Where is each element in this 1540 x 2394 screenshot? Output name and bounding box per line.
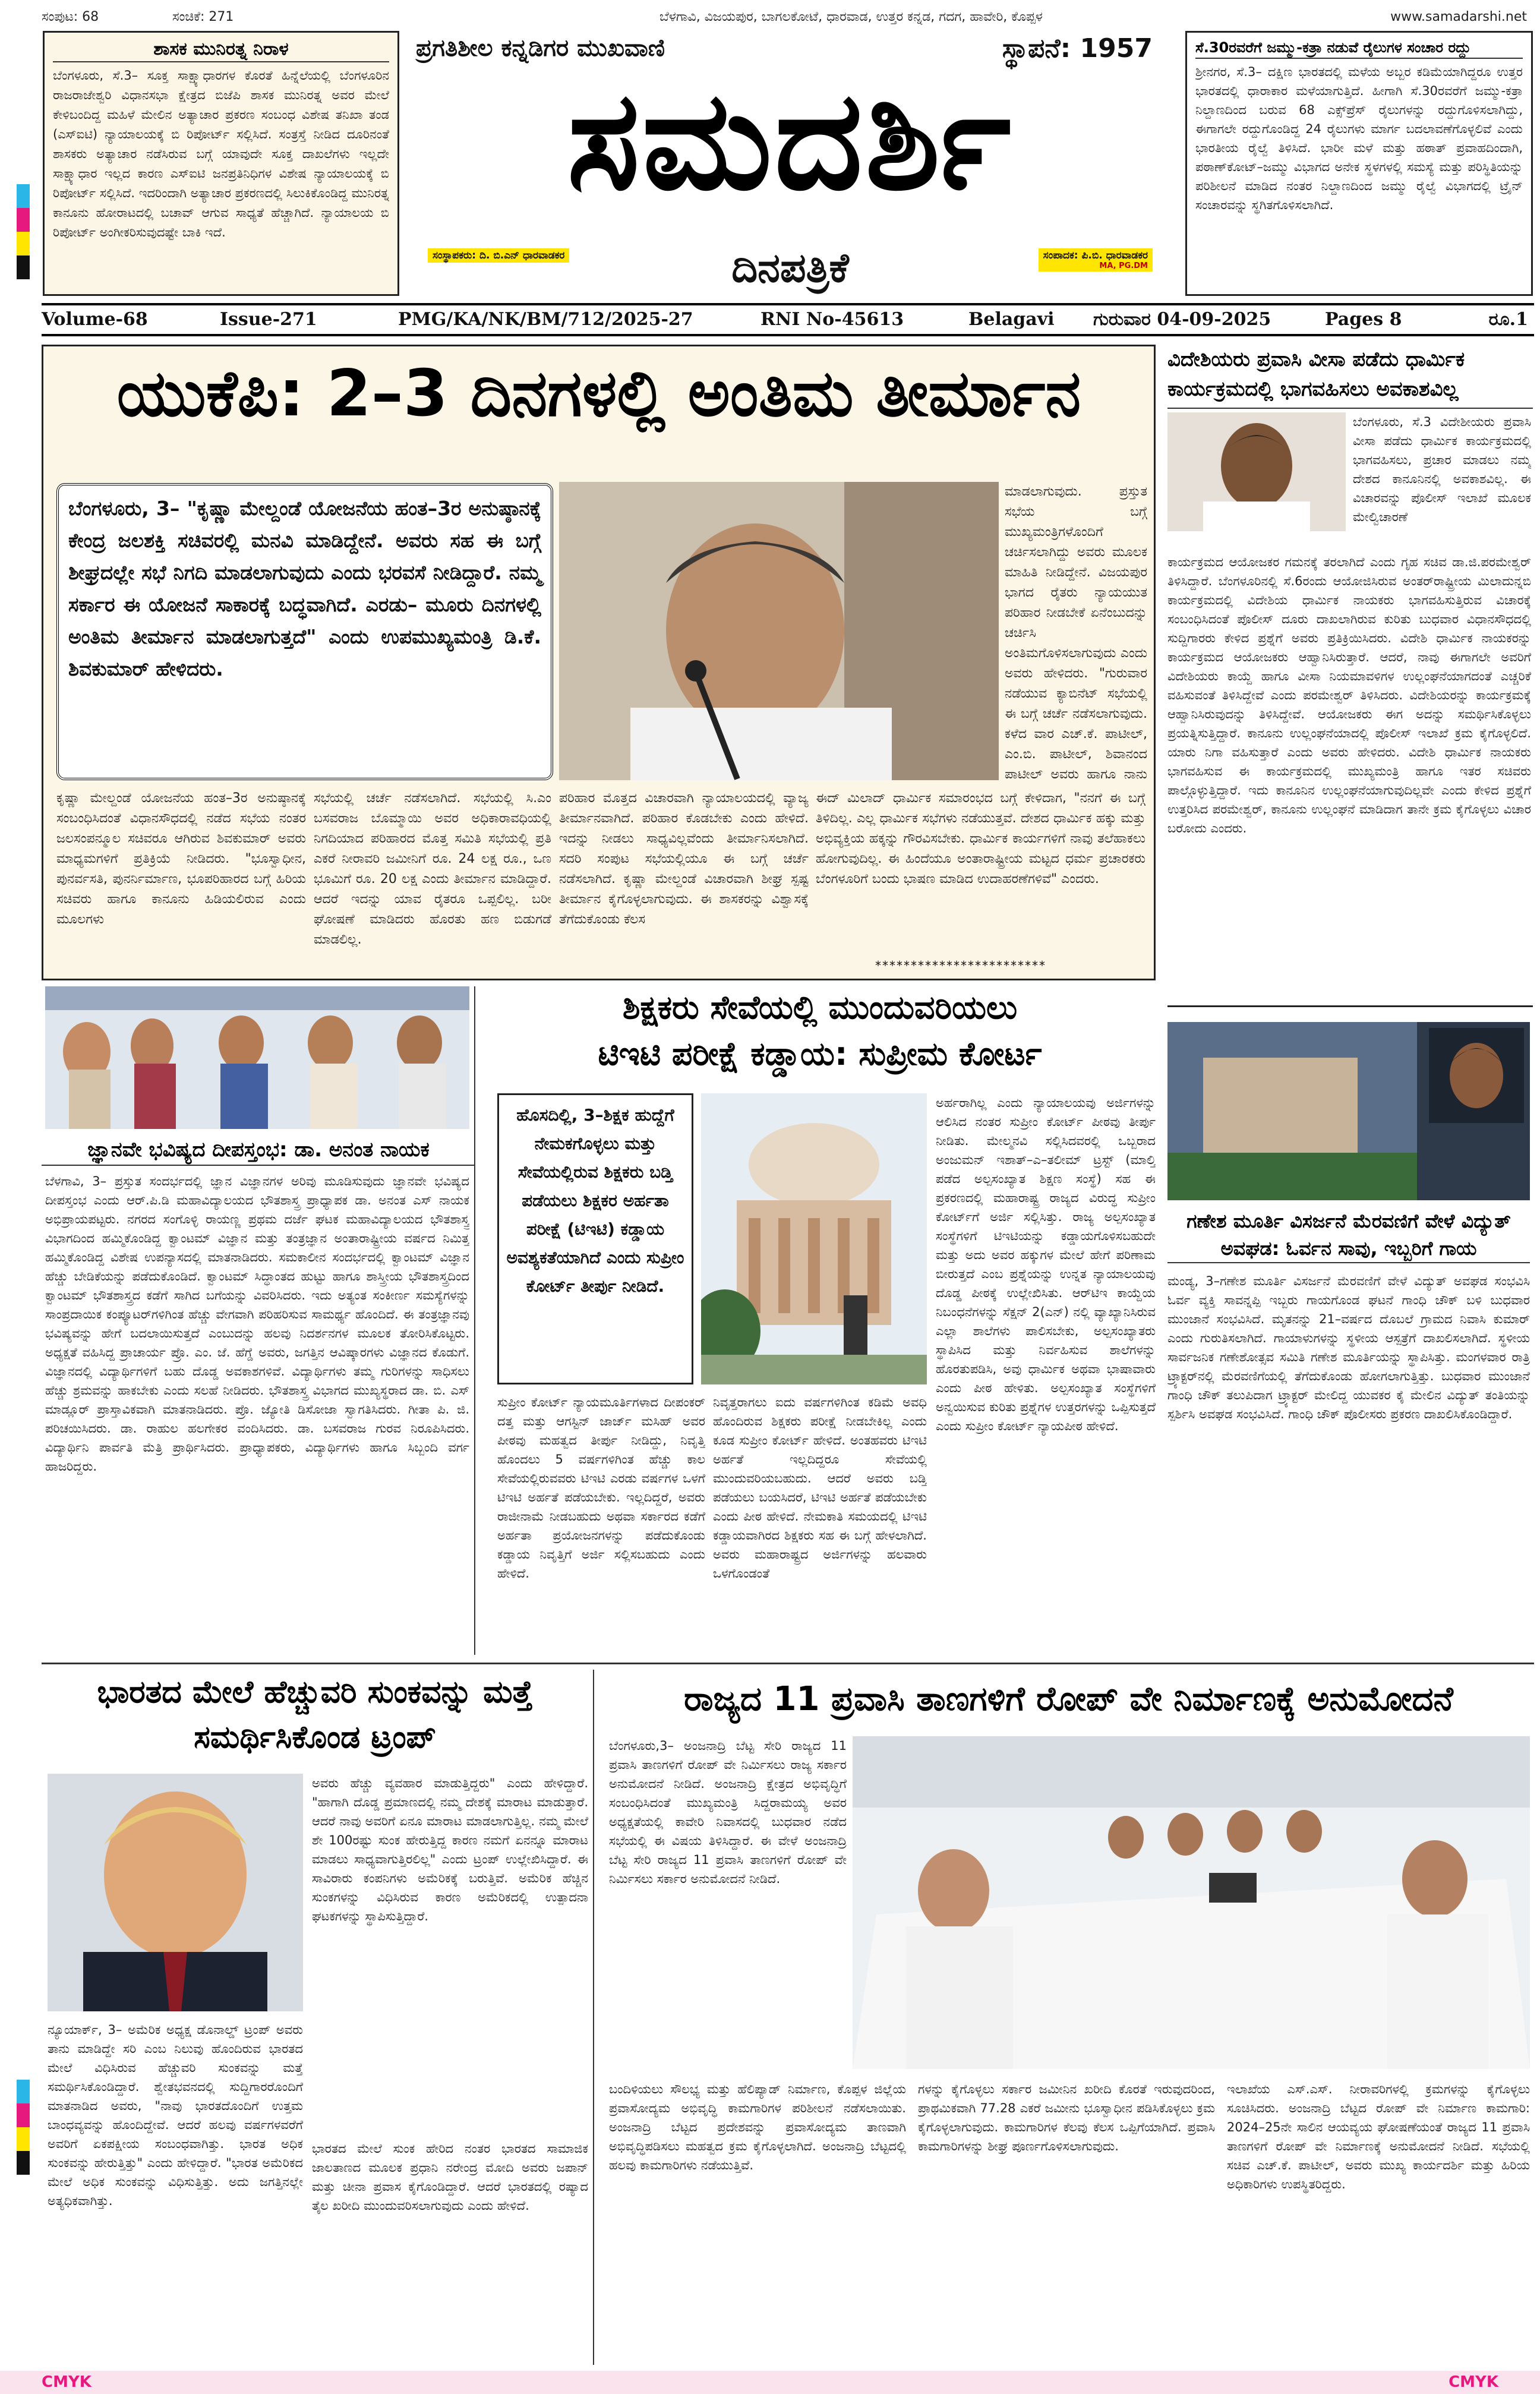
meeting-photo xyxy=(853,1736,1530,2069)
ropeway-headline: ರಾಜ್ಯದ 11 ಪ್ರವಾಸಿ ತಾಣಗಳಿಗೆ ರೋಪ್ ವೇ ನಿರ್ಮಾಣಕ್ಕೆ ಅನುಮೋದನೆ xyxy=(684,1680,1453,1718)
right-column-story xyxy=(1167,345,1533,1007)
newspaper-title: ಸಮದರ್ಶಿ xyxy=(567,62,1014,220)
info-volume: Volume-68 xyxy=(42,309,148,330)
lead-col-right: ಮಾಡಲಾಗುವುದು. ಪ್ರಸ್ತುತ ಸಭೆಯ ಬಗ್ಗೆ ಮುಖ್ಯಮಂತ್ರಿಗಳೊಂದಿಗೆ ಚರ್ಚಿಸಲಾಗಿದ್ದು ಅವರು ಮೂಲಕ ಮಾಹಿತಿ ನೀಡಿದ್ದೇನೆ. ವಿಜಯಪುರ ಭಾಗದ ರೈತರು ನ್ಯಾಯಯುತ ಪರಿಹಾರ ನೀಡಬೇಕೆ ಏನೆಂಬುದನ್ನು ಚರ್ಚಿಸಿ ಅಂತಿಮಗೊಳಿಸಲಾಗುವುದು ಎಂದು ಅವರು ಹೇಳಿದರು. "ಗುರುವಾರ ನಡೆಯುವ ಕ್ಯಾಬಿನೆಟ್ ಸಭೆಯಲ್ಲಿ ಈ ಬಗ್ಗೆ ಚರ್ಚೆ ನಡೆಸಲಾಗುವುದು. ಕಳೆದ ವಾರ ಎಚ್.ಕೆ. ಪಾಟೀಲ್, ಎಂ.ಬಿ. ಪಾಟೀಲ್, ಶಿವಾನಂದ ಪಾಟೀಲ್ ಅವರು ಹಾಗೂ ನಾನು xyxy=(1005,484,1147,782)
ropeway-col-a: ಬಂದಿಳಿಯಲು ಸೌಲಭ್ಯ ಮತ್ತು ಹೆಲಿಪ್ಯಾಡ್ ನಿರ್ಮಾಣ, ಕೊಪ್ಪಳ ಜಿಲ್ಲೆಯ ಪ್ರವಾಸೋದ್ಯಮ ಅಭಿವೃದ್ಧಿ ಕಾಮಗಾರಿಗಳ ಪರಿಶೀಲನೆ ನಡೆಸಲಾಯಿತು. ಅಂಜನಾದ್ರಿ ಬೆಟ್ಟದ ಪ್ರದೇಶವನ್ನು ಪ್ರವಾಸೋದ್ಯಮ ತಾಣವಾಗಿ ಅಭಿವೃದ್ಧಿಪಡಿಸಲು ಮಹತ್ವದ ಕ್ರಮ ಕೈಗೊಳ್ಳಲಾಗಿದೆ. ಅಂಜನಾದ್ರಿ ಬೆಟ್ಟದಲ್ಲಿ ಹಲವು ಕಾಮಗಾರಿಗಳು ನಡೆಯುತ್ತಿವೆ. xyxy=(609,2082,906,2172)
ganesh-procession-photo xyxy=(1167,1022,1530,1200)
event-photo-illustration xyxy=(45,986,469,1129)
right-box-headline: ಸೆ.30ರವರೆಗೆ ಜಮ್ಮು-ಕತ್ರಾ ನಡುವೆ ರೈಲುಗಳ ಸಂಚಾರ ರದ್ದು xyxy=(1195,37,1523,59)
editor-qualification: MA, PG.DM xyxy=(1099,261,1148,270)
left-box-body: ಬೆಂಗಳೂರು, ಸೆ.3– ಸೂಕ್ತ ಸಾಕ್ಷ್ಯಾಧಾರಗಳ ಕೊರತೆ ಹಿನ್ನೆಲೆಯಲ್ಲಿ ಬೆಂಗಳೂರಿನ ರಾಜರಾಜೇಶ್ವರಿ ವಿಧಾನಸಭಾ ಕ್ಷೇತ್ರದ ಬಿಜೆಪಿ ಶಾಸಕ ಮುನಿರತ್ನ ಅವರ ಮೇಲೆ ಕೇಳಿಬಂದಿದ್ದ ಮಹಿಳೆ ಮೇಲಿನ ಅತ್ಯಾಚಾರ ಪ್ರಕರಣ ಸಂಬಂಧ ವಿಶೇಷ ತನಿಖಾ ತಂಡ (ಎಸ್‌ಐಟಿ) ನ್ಯಾಯಾಲಯಕ್ಕೆ ಬಿ ರಿಪೋರ್ಟ್ ಸಲ್ಲಿಸಿದೆ. ಸಂತ್ರಸ್ತೆ ನೀಡಿದ ದೂರಿನಂತೆ ಶಾಸಕರು ಅತ್ಯಾಚಾರ ನಡೆಸಿರುವ ಬಗ್ಗೆ ಯಾವುದೇ ಸೂಕ್ತ ದಾಖಲೆಗಳು ಇಲ್ಲದೇ ಸಾಕ್ಷ್ಯಾಧಾರ ಇಲ್ಲದ ಕಾರಣ ಎಸ್‌ಐಟಿ ಜನಪ್ರತಿನಿಧಿಗಳ ವಿಶೇಷ ನ್ಯಾಯಾಲಯಕ್ಕೆ ಬಿ ರಿಪೋರ್ಟ್ ಸಲ್ಲಿಸಿದೆ. ಇದರಿಂದಾಗಿ ಅತ್ಯಾಚಾರ ಪ್ರಕರಣದಲ್ಲಿ ಸಿಲುಕಿಕೊಂಡಿದ್ದ ಮುನಿರತ್ನ ಕಾನೂನು ಹೋರಾಟದಲ್ಲಿ ಬಚಾವ್ ಆಗುವ ಸಾಧ್ಯತೆ ಹೆಚ್ಚಾಗಿದೆ. ನ್ಯಾಯಾಲಯ ಬಿ ರಿಪೋರ್ಟ್ ಅಂಗೀಕರಿಸುವುದಷ್ಟೇ ಬಾಕಿ ಇದೆ. xyxy=(53,68,389,239)
right-story-headline: ವಿದೇಶಿಯರು ಪ್ರವಾಸಿ ವೀಸಾ ಪಡೆದು ಧಾರ್ಮಿಕ ಕಾರ್ಯಕ್ರಮದಲ್ಲಿ ಭಾಗವಹಿಸಲು ಅವಕಾಶವಿಲ್ಲ xyxy=(1167,345,1533,409)
info-rni: RNI No-45613 xyxy=(760,309,904,330)
editor-credit xyxy=(1039,248,1153,272)
left-box-story xyxy=(43,31,399,296)
cmyk-color-strip-bottom xyxy=(17,2080,30,2175)
lead-col-4: ಈದ್ ಮಿಲಾದ್ ಧಾರ್ಮಿಕ ಸಮಾರಂಭದ ಬಗ್ಗೆ ಕೇಳಿದಾಗ, "ನನಗೆ ಈ ಬಗ್ಗೆ ತಿಳಿದಿಲ್ಲ. ಎಲ್ಲ ಧಾರ್ಮಿಕ ಸಭೆಗಳು ನಡೆಯುತ್ತವೆ. ದೇಶದ ಧಾರ್ಮಿಕ ಹಕ್ಕು ಮತ್ತು ಅಭಿವ್ಯಕ್ತಿಯ ಹಕ್ಕನ್ನು ಗೌರವಿಸಬೇಕು. ಧಾರ್ಮಿಕ ಕಾರ್ಯಗಳಿಗೆ ನಾವು ತಲೆಹಾಕಲು ಹೋಗುವುದಿಲ್ಲ. ಈ ಹಿಂದೆಯೂ ಅಂತಾರಾಷ್ಟ್ರೀಯ ಮಟ್ಟದ ಧರ್ಮ ಪ್ರಚಾರಕರು ಬೆಂಗಳೂರಿಗೆ ಬಂದು ಭಾಷಣ ಮಾಡಿದ ಉದಾಹರಣೆಗಳಿವೆ" ಎಂದರು. xyxy=(816,791,1145,887)
portrait-illustration xyxy=(559,482,999,780)
right-story-lead: ಬೆಂಗಳೂರು, ಸೆ.3 ವಿದೇಶೀಯರು ಪ್ರವಾಸಿ ವೀಸಾ ಪಡೆದು ಧಾರ್ಮಿಕ ಕಾರ್ಯಕ್ರಮದಲ್ಲಿ ಭಾಗವಹಿಸಲು, ಪ್ರಚಾರ ಮಾಡಲು ನಮ್ಮ ದೇಶದ ಕಾನೂನಿನಲ್ಲಿ ಅವಕಾಶವಿಲ್ಲ. ಈ ವಿಚಾರವನ್ನು ಪೊಲೀಸ್ ಇಲಾಖೆ ಮೂಲಕ ಮೇಲ್ವಿಚಾರಣೆ xyxy=(1353,415,1531,524)
masthead-center xyxy=(416,31,1165,296)
cmyk-label-right: CMYK xyxy=(1449,2373,1498,2391)
tet-quote-box xyxy=(497,1093,693,1384)
districts-line: ಬೆಳಗಾವಿ, ವಿಜಯಪುರ, ಬಾಗಲಕೋಟೆ, ಧಾರವಾಡ, ಉತ್ತರ ಕನ್ನಡ, ಗದಗ, ಹಾವೇರಿ, ಕೊಪ್ಪಳ xyxy=(659,10,1043,24)
tet-headline-2: ಟಿಇಟಿ ಪರೀಕ್ಷೆ ಕಡ್ಡಾಯ: ಸುಪ್ರೀಮ ಕೋರ್ಟ xyxy=(598,1035,1042,1073)
lead-story xyxy=(42,345,1156,980)
supreme-court-photo xyxy=(701,1093,927,1384)
lead-photo-shivakumar xyxy=(559,482,999,780)
newspaper-subtitle: ದಿನಪತ್ರಿಕೆ xyxy=(731,245,849,292)
right-story-body: ಕಾರ್ಯಕ್ರಮದ ಆಯೋಜಕರ ಗಮನಕ್ಕೆ ತರಲಾಗಿದೆ ಎಂದು ಗೃಹ ಸಚಿವ ಡಾ.ಜಿ.ಪರಮೇಶ್ವರ್ ತಿಳಿಸಿದ್ದಾರೆ. ಬೆಂಗಳೂರಿನಲ್ಲಿ ಸೆ.6ರಂದು ಆಯೋಜಿಸಿರುವ ಅಂತರ್‌ರಾಷ್ಟ್ರೀಯ ಮಿಲಾದುನ್ನಬಿ ಕಾರ್ಯಕ್ರಮದಲ್ಲಿ ವಿದೇಶಿಯ ಧಾರ್ಮಿಕ ನಾಯಕರು ಭಾಗವಹಿಸುತ್ತಿರುವ ವಿಚಾರಕ್ಕೆ ಸಂಬಂಧಿಸಿದಂತೆ ಪೊಲೀಸ್ ದೂರು ದಾಖಲಾಗಿರುವ ಕುರಿತು ಬುಧವಾರ ವಿಧಾನಸೌಧದಲ್ಲಿ ಸುದ್ದಿಗಾರರು ಕೇಳಿದ ಪ್ರಶ್ನೆಗೆ ಅವರು ಪ್ರತಿಕ್ರಿಯಿಸಿದರು. ವಿದೇಶಿ ಧಾರ್ಮಿಕ ನಾಯಕರನ್ನು ಕಾರ್ಯಕ್ರಮದ ಆಯೋಜಕರು ಆಹ್ವಾನಿಸಿರುತ್ತಾರೆ. ಆದರೆ, ನಾವು ಈಗಾಗಲೇ ಅವರಿಗೆ ವಿದೇಶಿಯರು ಕಾಯ್ದೆ ಹಾಗೂ ವೀಸಾ ನಿಯಮಾವಳಿಗಳ ಉಲ್ಲಂಘನೆಯಾಗದಂತೆ ಎಚ್ಚರಿಕೆ ವಹಿಸುವಂತೆ ತಿಳಿಸಿದ್ದೇವೆ ಎಂದು ಪರಮೇಶ್ವರ್ ತಿಳಿಸಿದರು. ವಿದೇಶಿಯರನ್ನು ಕಾರ್ಯಕ್ರಮಕ್ಕೆ ಆಹ್ವಾನಿಸಿರುವುದನ್ನು ತಿಳಿಸಿದ್ದೇವೆ. ಆಯೋಜಕರು ಈಗ ಅದನ್ನು ಸಮರ್ಥಿಸಿಕೊಳ್ಳಲು ಪ್ರಯತ್ನಿಸುತ್ತಿದ್ದಾರೆ. ಕಾನೂನು ಉಲ್ಲಂಘನೆಯಾದಲ್ಲಿ ಪೊಲೀಸ್ ಇಲಾಖೆ ಕ್ರಮ ಕೈಗೊಳ್ಳಲಿದೆ. ಯಾರು ನಿಗಾ ವಹಿಸುತ್ತಾರೆ ಎಂದು ಅವರು ಹೇಳಿದರು. ವಿದೇಶಿ ಧಾರ್ಮಿಕ ನಾಯಕರು ಭಾಗವಹಿಸುವ ಈ ಕಾರ್ಯಕ್ರಮದಲ್ಲಿ ಮುಖ್ಯಮಂತ್ರಿ ಹಾಗೂ ಇತರ ಸಚಿವರು ಪಾಲ್ಗೊಳ್ಳುತ್ತಿದ್ದಾರೆ. ಇದು ಕಾನೂನಿನ ಉಲ್ಲಂಘನೆಯಾಗುವುದಿಲ್ಲವೇ ಎಂದು ಕೇಳಿದ ಪ್ರಶ್ನೆಗೆ ಉತ್ತರಿಸಿದ ಪರಮೇಶ್ವರ್, ಕಾನೂನು ಉಲ್ಲಂಘನೆ ಮಾಡಿದಾಗ ತಾನೇ ಕ್ರಮ ಕೈಗೊಳ್ಳಲು ವಿಚಾರ ಬರೋದು ಎಂದರು. xyxy=(1167,555,1531,835)
right-box-story xyxy=(1185,31,1533,296)
lead-stars: ************************ xyxy=(875,958,1046,973)
website-link[interactable]: www.samadarshi.net xyxy=(1390,10,1527,24)
info-bar xyxy=(42,303,1534,336)
info-issue: Issue-271 xyxy=(220,309,317,330)
info-date: ಗುರುವಾರ 04-09-2025 xyxy=(1093,309,1271,330)
volume-label: ಸಂಪುಟ: 68 xyxy=(42,10,99,24)
teacher-body: ಬೆಳಗಾವಿ, 3– ಪ್ರಸ್ತುತ ಸಂದರ್ಭದಲ್ಲಿ ಜ್ಞಾನ ವಿಜ್ಞಾನಗಳ ಅರಿವು ಮೂಡಿಸುವುದು ಜ್ಞಾನವೇ ಭವಿಷ್ಯದ ದೀಪಸ್ತಂಭ ಎಂದು ಆರ್.ಪಿ.ಡಿ ಮಹಾವಿದ್ಯಾಲಯದ ಭೌತಶಾಸ್ತ್ರ ಪ್ರಾಧ್ಯಾಪಕ ಡಾ. ಅನಂತ ಎಸ್ ನಾಯಕ ಅಭಿಪ್ರಾಯಪಟ್ಟರು. ನಗರದ ಸಂಗೊಳ್ಳಿ ರಾಯಣ್ಣ ಪ್ರಥಮ ದರ್ಜೆ ಘಟಕ ಮಹಾವಿದ್ಯಾಲಯದ ಭೌತಶಾಸ್ತ್ರ ವಿಭಾಗದಿಂದ ಹಮ್ಮಿಕೊಂಡಿದ್ದ ಕ್ವಾಂಟಮ್ ವಿಜ್ಞಾನ ಮತ್ತು ತಂತ್ರಜ್ಞಾನ ಅಂತಾರಾಷ್ಟ್ರೀಯ ವರ್ಷದ ನಿಮಿತ್ತ ಹಮ್ಮಿಕೊಂಡಿದ್ದ ವಿಶೇಷ ಉಪನ್ಯಾಸದಲ್ಲಿ ಮಾತನಾಡಿದರು. ಸಮಕಾಲೀನ ಸಂದರ್ಭದಲ್ಲಿ ಕ್ವಾಂಟಮ್ ವಿಜ್ಞಾನ ಹೆಚ್ಚು ಬೇಡಿಕೆಯನ್ನು ಪಡೆದುಕೊಂಡಿದೆ. ಕ್ವಾಂಟಮ್ ಸಿದ್ಧಾಂತದ ಹುಟ್ಟು ಹಾಗೂ ಶಾಸ್ತ್ರೀಯ ಭೌತಶಾಸ್ತ್ರದಿಂದ ಕ್ವಾಂಟಮ್ ಭೌತಶಾಸ್ತ್ರದ ಕಡೆಗೆ ಸಾಗಿದ ಬಗೆಯನ್ನು ವಿವರಿಸಿದರು. ಇದು ಅತ್ಯಂತ ಸಂಕೀರ್ಣ ಸಮಸ್ಯೆಗಳನ್ನು ಸಾಂಪ್ರದಾಯಿಕ ಕಂಪ್ಯೂಟರ್‌ಗಳಿಗಿಂತ ಹೆಚ್ಚು ವೇಗವಾಗಿ ಪರಿಹರಿಸುವ ಸಾಮರ್ಥ್ಯ ಹೊಂದಿದೆ. ಈ ತಂತ್ರಜ್ಞಾನವು ಭವಿಷ್ಯವನ್ನು ಹೇಗೆ ಬದಲಾಯಿಸುತ್ತದೆ ಎಂಬುದನ್ನು ಹಲವು ನಿದರ್ಶನಗಳ ಮೂಲಕ ತೋರಿಸಿಕೊಟ್ಟರು. ಅಧ್ಯಕ್ಷತೆ ವಹಿಸಿದ್ದ ಪ್ರಾಚಾರ್ಯ ಪ್ರೊ. ಎಂ. ಜೆ. ಹೆಗ್ಡೆ ಅವರು, ಜಗತ್ತಿನ ಆವಿಷ್ಕಾರಗಳು ವಿಜ್ಞಾನದ ಕೊಡುಗೆ. ವಿಜ್ಞಾನದಲ್ಲಿ ವಿದ್ಯಾರ್ಥಿಗಳಿಗೆ ಬಹು ದೊಡ್ಡ ಅವಕಾಶಗಳಿವೆ. ವಿದ್ಯಾರ್ಥಿಗಳು ತಮ್ಮ ಗುರಿಗಳನ್ನು ಸಾಧಿಸಲು ಹೆಚ್ಚು ಶ್ರಮವನ್ನು ಹಾಕಬೇಕು ಎಂದು ಸಲಹೆ ನೀಡಿದರು. ಭೌತಶಾಸ್ತ್ರ ವಿಭಾಗದ ಮುಖ್ಯಸ್ಥರಾದ ಡಾ. ಬಿ. ಎಸ್ ಮಾಡ್ಲೂರ್ ಪ್ರಾಸ್ತಾವಿಕವಾಗಿ ಮಾತನಾಡಿದರು. ಪ್ರೊ. ಜ್ಯೋತಿ ಡಿಸೋಜಾ ಸ್ವಾಗತಿಸಿದರು. ಗೀತಾ ಪಿ. ಜಿ. ಪರಿಚಯಿಸಿದರು. ಡಾ. ರಾಹುಲ ಹಲಗೇಕರ ವಂದಿಸಿದರು. ಡಾ. ಬಸವರಾಜ ಗುರವ ನಿರೂಪಿಸಿದರು. ವಿದ್ಯಾರ್ಥಿನಿ ಪಾರ್ವತಿ ಮೆತ್ರಿ ಪ್ರಾರ್ಥಿಸಿದರು. ಪ್ರಾಧ್ಯಾಪಕರು, ವಿದ್ಯಾರ್ಥಿಗಳು ಹಾಗೂ ಸಿಬ್ಬಂದಿ ವರ್ಗ ಹಾಜರಿದ್ದರು. xyxy=(45,1174,469,1474)
lead-quote-box xyxy=(56,483,553,780)
issue-label: ಸಂಚಿಕೆ: 271 xyxy=(172,10,234,24)
procession-illustration xyxy=(1167,1022,1530,1200)
trump-col-mid: ಭಾರತದ ಮೇಲೆ ಸುಂಕ ಹೇರಿದ ನಂತರ ಭಾರತದ ಸಾಮಾಜಿಕ ಜಾಲತಾಣದ ಮೂಲಕ ಪ್ರಧಾನಿ ನರೇಂದ್ರ ಮೋದಿ ಅವರು ಜಪಾನ್ ಮತ್ತು ಚೀನಾ ಪ್ರವಾಸ ಕೈಗೊಂಡಿದ್ದಾರೆ. ಆದರೆ ಭಾರತದಲ್ಲಿ ರಷ್ಯಾದ ತೈಲ ಖರೀದಿ ಮುಂದುವರಿಸಲಾಗುವುದು ಎಂದು ಹೇಳಿದೆ. xyxy=(312,2141,588,2213)
cmyk-label-left: CMYK xyxy=(42,2373,91,2391)
tet-story xyxy=(484,986,1156,1655)
ropeway-col-c: ಇಲಾಖೆಯ ಎಸ್.ಎಸ್. ನೀರಾವರಿಗಳಲ್ಲಿ ಕ್ರಮಗಳನ್ನು ಕೈಗೊಳ್ಳಲು ಸೂಚಿಸಿದರು. ಅಂಜನಾದ್ರಿ ಬೆಟ್ಟದ ರೋಪ್ ವೇ ನಿರ್ಮಾಣ ಕಾಮಗಾರಿ: 2024–25ನೇ ಸಾಲಿನ ಆಯವ್ಯಯ ಘೋಷಣೆಯಂತೆ ರಾಜ್ಯದ 11 ಪ್ರವಾಸಿ ತಾಣಗಳಿಗೆ ರೋಪ್ ವೇ ನಿರ್ಮಾಣಕ್ಕೆ ಅನುಮೋದನೆ ನೀಡಿದೆ. ಸಭೆಯಲ್ಲಿ ಸಚಿವ ಎಚ್.ಕೆ. ಪಾಟೀಲ್, ಅವರು ಮುಖ್ಯ ಕಾರ್ಯದರ್ಶಿ ಮತ್ತು ಹಿರಿಯ ಅಧಿಕಾರಿಗಳು ಉಪಸ್ಥಿತರಿದ್ದರು. xyxy=(1227,2082,1530,2191)
tet-quote-text: ಹೊಸದಿಲ್ಲಿ, 3–ಶಿಕ್ಷಕ ಹುದ್ದೆಗೆ ನೇಮಕಗೊಳ್ಳಲು ಮತ್ತು ಸೇವೆಯಲ್ಲಿರುವ ಶಿಕ್ಷಕರು ಬಡ್ತಿ ಪಡೆಯಲು ಶಿಕ್ಷಕರ ಅರ್ಹತಾ ಪರೀಕ್ಷೆ (ಟಿಇಟಿ) ಕಡ್ಡಾಯ ಅವಶ್ಯಕತೆಯಾಗಿದೆ ಎಂದು ಸುಪ್ರೀಂ ಕೋರ್ಟ್ ತೀರ್ಪು ನೀಡಿದೆ. xyxy=(506,1105,684,1296)
editor-name: ಸಂಪಾದಕ: ಪಿ.ಬಿ. ಧಾರವಾಡಕರ xyxy=(1043,250,1148,261)
lead-col-2: ಸಭೆಯಲ್ಲಿ ಚರ್ಚೆ ನಡೆಸಲಾಗಿದೆ. ಸಭೆಯಲ್ಲಿ ಸಿ.ಎಂ ಬಸವರಾಜ ಬೊಮ್ಮಾಯಿ ಅವರ ಅಧಿಕಾರಾವಧಿಯಲ್ಲಿ ನಿಗದಿಯಾದ ಪರಿಹಾರದ ಮೊತ್ತ ಸಮಿತಿ ಸಭೆಯಲ್ಲಿ ಪ್ರತಿ ಎಕರೆ ನೀರಾವರಿ ಜಮೀನಿಗೆ ರೂ. 24 ಲಕ್ಷ ರೂ., ಒಣ ಭೂಮಿಗೆ ರೂ. 20 ಲಕ್ಷ ಎಂದು ತೀರ್ಮಾನ ಮಾಡಿದ್ದಾರೆ. ಆದರೆ ಇದನ್ನು ಯಾವ ರೈತರೂ ಒಪ್ಪಲಿಲ್ಲ. ಬರೀ ಘೋಷಣೆ ಮಾಡಿದರು ಹೊರತು ಹಣ ಬಿಡುಗಡೆ ಮಾಡಲಿಲ್ಲ. xyxy=(314,791,551,947)
info-pages: Pages 8 xyxy=(1325,309,1402,330)
event-photo xyxy=(45,986,469,1129)
trump-col-left: ನ್ಯೂಯಾರ್ಕ್, 3– ಅಮೆರಿಕ ಅಧ್ಯಕ್ಷ ಡೊನಾಲ್ಡ್ ಟ್ರಂಪ್ ಅವರು ತಾನು ಮಾಡಿದ್ದೇ ಸರಿ ಎಂಬ ನಿಲುವು ಹೊಂದಿರುವ ಭಾರತದ ಮೇಲೆ ವಿಧಿಸಿರುವ ಹೆಚ್ಚುವರಿ ಸುಂಕವನ್ನು ಮತ್ತೆ ಸಮರ್ಥಿಸಿಕೊಂಡಿದ್ದಾರೆ. ಶ್ವೇತಭವನದಲ್ಲಿ ಸುದ್ದಿಗಾರರೊಂದಿಗೆ ಮಾತನಾಡಿದ ಅವರು, "ನಾವು ಭಾರತದೊಂದಿಗೆ ಉತ್ತಮ ಬಾಂಧವ್ಯವನ್ನು ಹೊಂದಿದ್ದೇವೆ. ಆದರೆ ಹಲವು ವರ್ಷಗಳವರೆಗೆ ಅವರಿಗೆ ಏಕಪಕ್ಷೀಯ ಸಂಬಂಧವಾಗಿತ್ತು. ಭಾರತ ಅಧಿಕ ಸುಂಕವನ್ನು ಹೇರುತ್ತಿತ್ತು" ಎಂದು ಹೇಳಿದ್ದಾರೆ. "ಭಾರತ ಅಮೆರಿಕದ ಮೇಲೆ ಅಧಿಕ ಸುಂಕವನ್ನು ವಿಧಿಸುತ್ತಿತ್ತು. ಅದು ಜಗತ್ತಿನಲ್ಲೇ ಅತ್ಯಧಿಕವಾಗಿತ್ತು. xyxy=(48,2023,303,2208)
top-meta-bar xyxy=(42,7,1527,27)
trump-headline: ಭಾರತದ ಮೇಲೆ ಹೆಚ್ಚುವರಿ ಸುಂಕವನ್ನು ಮತ್ತೆ ಸಮರ್ಥಿಸಿಕೊಂಡ ಟ್ರಂಪ್ xyxy=(97,1674,533,1755)
ganesh-headline: ಗಣೇಶ ಮೂರ್ತಿ ವಿಸರ್ಜನೆ ಮೆರವಣಿಗೆ ವೇಳೆ ವಿದ್ಯುತ್ ಅವಘಡ: ಓರ್ವನ ಸಾವು, ಇಬ್ಬರಿಗೆ ಗಾಯ xyxy=(1167,1207,1530,1263)
ganesh-body: ಮಂಡ್ಯ, 3–ಗಣೇಶ ಮೂರ್ತಿ ವಿಸರ್ಜನೆ ಮೆರವಣಿಗೆ ವೇಳೆ ವಿದ್ಯುತ್ ಅವಘಡ ಸಂಭವಿಸಿ ಓರ್ವ ವ್ಯಕ್ತಿ ಸಾವನ್ನಪ್ಪಿ ಇಬ್ಬರು ಗಾಯಗೊಂಡ ಘಟನೆ ಗಾಂಧಿ ಚೌಕ್ ಬಳಿ ಬುಧವಾರ ಮುಂಜಾನೆ ಸಂಭವಿಸಿದೆ. ಮೃತನನ್ನು 21–ವರ್ಷದ ದೊಬಲೆ ಗ್ರಾಮದ ನಿವಾಸಿ ಕುಮಾರ್ ಎಂದು ಗುರುತಿಸಲಾಗಿದೆ. ಗಾಯಾಳುಗಳನ್ನು ಸ್ಥಳೀಯ ಆಸ್ಪತ್ರೆಗೆ ದಾಖಲಿಸಲಾಗಿದೆ. ಸ್ಥಳೀಯ ಸಾರ್ವಜನಿಕ ಗಣೇಶೋತ್ಸವ ಸಮಿತಿ ಗಣೇಶ ಮೂರ್ತಿಯನ್ನು ಸ್ಥಾಪಿಸಿತ್ತು. ಮಂಗಳವಾರ ರಾತ್ರಿ ಟ್ರ್ಯಾಕ್ಟರ್‌ನಲ್ಲಿ ಮೆರವಣಿಗೆಯಲ್ಲಿ ತೆಗೆದುಕೊಂಡು ಹೋಗಲಾಗುತ್ತಿತ್ತು. ಬುಧವಾರ ಮುಂಜಾನೆ ಗಾಂಧಿ ಚೌಕ್ ತಲುಪಿದಾಗ ಟ್ರ್ಯಾಕ್ಟರ್ ಮೇಲಿದ್ದ ಯುವಕರ ಕೈ ಮೇಲಿನ ವಿದ್ಯುತ್ ತಂತಿಯನ್ನು ಸ್ಪರ್ಶಿಸಿ ಅವಘಡ ಸಂಭವಿಸಿದೆ. ಗಾಂಧಿ ಚೌಕ್ ಪೊಲೀಸರು ಪ್ರಕರಣ ದಾಖಲಿಸಿಕೊಂಡಿದ್ದಾರೆ. xyxy=(1167,1274,1530,1421)
teacher-story xyxy=(42,986,475,1655)
meeting-illustration xyxy=(853,1736,1530,2069)
cmyk-color-strip-top xyxy=(17,184,30,279)
ganesh-story xyxy=(1167,1016,1533,1655)
lead-headline: ಯುಕೆಪಿ: 2–3 ದಿನಗಳಲ್ಲಿ ಅಂತಿಮ ತೀರ್ಮಾನ xyxy=(116,357,1081,431)
info-registration: PMG/KA/NK/BM/712/2025-27 xyxy=(398,309,693,330)
trump-story xyxy=(42,1670,594,2365)
tet-col-2: ನಿವೃತ್ತರಾಗಲು ಐದು ವರ್ಷಗಳಿಗಿಂತ ಕಡಿಮೆ ಅವಧಿ ಹೊಂದಿರುವ ಶಿಕ್ಷಕರು ಪರೀಕ್ಷೆ ನೀಡಬೇಕಿಲ್ಲ ಎಂದು ಕೂಡ ಸುಪ್ರೀಂ ಕೋರ್ಟ್ ಹೇಳಿದೆ. ಅಂತಹವರು ಟಿಇಟಿ ಅರ್ಹತೆ ಇಲ್ಲದಿದ್ದರೂ ಸೇವೆಯಲ್ಲಿ ಮುಂದುವರಿಯಬಹುದು. ಆದರೆ ಅವರು ಬಡ್ತಿ ಪಡೆಯಲು ಬಯಸಿದರೆ, ಟಿಇಟಿ ಅರ್ಹತೆ ಪಡೆಯಬೇಕು ಎಂದು ಪೀಠ ಹೇಳಿದೆ. ನೇಮಕಾತಿ ಸಮಯದಲ್ಲಿ ಟಿಇಟಿ ಕಡ್ಡಾಯವಾಗಿರದ ಶಿಕ್ಷಕರು ಸಹ ಈ ಬಗ್ಗೆ ಹೇಳಲಾಗಿದೆ. ಅವರು ಮಹಾರಾಷ್ಟ್ರದ ಅರ್ಜಿಗಳನ್ನು ಹಲವಾರು ಒಳಗೊಂಡಂತೆ xyxy=(713,1395,927,1581)
trump-photo xyxy=(48,1774,303,2011)
right-story-photo-parameshwar xyxy=(1167,412,1346,531)
trump-portrait-illustration xyxy=(48,1774,303,2011)
founder-credit: ಸಂಸ್ಥಾಪಕರು: ದಿ. ಬಿ.ಎನ್ ಧಾರವಾಡಕರ xyxy=(428,248,569,263)
tet-col-1: ಸುಪ್ರೀಂ ಕೋರ್ಟ್ ನ್ಯಾಯಮೂರ್ತಿಗಳಾದ ದೀಪಂಕರ್ ದತ್ತ ಮತ್ತು ಆಗಸ್ಟಿನ್ ಜಾರ್ಜ್ ಮಸಿಹ್ ಅವರ ಪೀಠವು ಮಹತ್ವದ ತೀರ್ಪು ನೀಡಿದ್ದು, ನಿವೃತ್ತಿ ಹೊಂದಲು 5 ವರ್ಷಗಳಿಗಿಂತ ಹೆಚ್ಚು ಕಾಲ ಸೇವೆಯಲ್ಲಿರುವವರು ಟಿಇಟಿ ಎರಡು ವರ್ಷಗಳ ಒಳಗೆ ಟಿಇಟಿ ಅರ್ಹತೆ ಪಡೆಯಬೇಕು. ಇಲ್ಲದಿದ್ದರೆ, ಅವರು ರಾಜೀನಾಮೆ ನೀಡಬಹುದು ಅಥವಾ ಸರ್ಕಾರದ ಕಡೆಗೆ ಅರ್ಹತಾ ಪ್ರಯೋಜನಗಳನ್ನು ಪಡೆದುಕೊಂಡು ಕಡ್ಡಾಯ ನಿವೃತ್ತಿಗೆ ಅರ್ಜಿ ಸಲ್ಲಿಸಬಹುದು ಎಂದು ಹೇಳಿದೆ. xyxy=(497,1395,705,1581)
ropeway-col-1: ಬೆಂಗಳೂರು,3– ಅಂಜನಾದ್ರಿ ಬೆಟ್ಟ ಸೇರಿ ರಾಜ್ಯದ 11 ಪ್ರವಾಸಿ ತಾಣಗಳಿಗೆ ರೋಪ್ ವೇ ನಿರ್ಮಿಸಲು ರಾಜ್ಯ ಸರ್ಕಾರ ಅನುಮೋದನೆ ನೀಡಿದೆ. ಅಂಜನಾದ್ರಿ ಕ್ಷೇತ್ರದ ಅಭಿವೃದ್ಧಿಗೆ ಸಂಬಂಧಿಸಿದಂತೆ ಮುಖ್ಯಮಂತ್ರಿ ಸಿದ್ದರಾಮಯ್ಯ ಅವರ ಅಧ್ಯಕ್ಷತೆಯಲ್ಲಿ ಕಾವೇರಿ ನಿವಾಸದಲ್ಲಿ ಬುಧವಾರ ನಡೆದ ಸಭೆಯಲ್ಲಿ ಈ ವಿಷಯ ತಿಳಿಸಿದ್ದಾರೆ. ಈ ವೇಳೆ ಅಂಜನಾದ್ರಿ ಬೆಟ್ಟ ಸೇರಿ ರಾಜ್ಯದ 11 ಪ್ರವಾಸಿ ತಾಣಗಳಿಗೆ ರೋಪ್ ವೇ ನಿರ್ಮಿಸಲು ಸರ್ಕಾರ ಅನುಮೋದನೆ ನೀಡಿದೆ. xyxy=(609,1739,847,1886)
row-divider xyxy=(42,1663,1534,1664)
trump-col-right: ಅವರು ಹೆಚ್ಚು ವ್ಯವಹಾರ ಮಾಡುತ್ತಿದ್ದರು" ಎಂದು ಹೇಳಿದ್ದಾರೆ. "ಹಾಗಾಗಿ ದೊಡ್ಡ ಪ್ರಮಾಣದಲ್ಲಿ ನಮ್ಮ ದೇಶಕ್ಕೆ ಮಾರಾಟ ಮಾಡುತ್ತಾರೆ. ಆದರೆ ನಾವು ಅವರಿಗೆ ಏನೂ ಮಾರಾಟ ಮಾಡಲಾಗುತ್ತಿಲ್ಲ. ನಮ್ಮ ಮೇಲೆ ಶೇ 100ರಷ್ಟು ಸುಂಕ ಹೇರುತ್ತಿದ್ದ ಕಾರಣ ನಮಗೆ ಏನನ್ನೂ ಮಾರಾಟ ಮಾಡಲು ಸಾಧ್ಯವಾಗುತ್ತಿರಲಿಲ್ಲ" ಎಂದು ಟ್ರಂಪ್ ಉಲ್ಲೇಖಿಸಿದ್ದಾರೆ. ಈ ಸಾವಿರಾರು ಕಂಪನಿಗಳು ಅಮೆರಿಕಕ್ಕೆ ಬರುತ್ತಿವೆ. ಅಮೆರಿಕ ಹೆಚ್ಚಿನ ಸುಂಕಗಳನ್ನು ವಿಧಿಸಿರುವ ಕಾರಣ ಅಮೆರಿಕದಲ್ಲಿ ಉತ್ಪಾದನಾ ಘಟಕಗಳನ್ನು ಸ್ಥಾಪಿಸುತ್ತಿದ್ದಾರೆ. xyxy=(312,1776,588,1923)
portrait-illustration-2 xyxy=(1167,412,1346,531)
left-box-headline: ಶಾಸಕ ಮುನಿರತ್ನ ನಿರಾಳ xyxy=(53,37,389,62)
lead-col-3: ಪರಿಹಾರ ಮೊತ್ತದ ವಿಚಾರವಾಗಿ ನ್ಯಾಯಾಲಯದಲ್ಲಿ ವ್ಯಾಜ್ಯ ತೀರ್ಮಾನವಾಗಿದೆ. ಪರಿಹಾರ ಕೊಡಬೇಕು ಎಂದು ಹೇಳಿದೆ. ಇದನ್ನು ನೀಡಲು ಸಾಧ್ಯವಿಲ್ಲವೆಂದು ತೀರ್ಮಾನಿಸಲಾಗಿದೆ. ಸದರಿ ಸಂಪುಟ ಸಭೆಯಲ್ಲಿಯೂ ಈ ಬಗ್ಗೆ ಚರ್ಚೆ ನಡೆಸಲಾಗಿದೆ. ಕೃಷ್ಣಾ ಮೇಲ್ದಂಡೆ ವಿಚಾರವಾಗಿ ಶೀಘ್ರ ಸ್ಪಷ್ಟ ತೀರ್ಮಾನ ಕೈಗೊಳ್ಳಲಾಗುವುದು. ಈ ಶಾಸಕರನ್ನು ವಿಶ್ವಾಸಕ್ಕೆ ತೆಗೆದುಕೊಂಡು ಕೆಲಸ xyxy=(559,791,809,927)
supreme-court-illustration xyxy=(701,1093,927,1384)
lead-col-1: ಕೃಷ್ಣಾ ಮೇಲ್ದಂಡೆ ಯೋಜನೆಯ ಹಂತ–3ರ ಅನುಷ್ಠಾನಕ್ಕೆ ಸಂಬಂಧಿಸಿದಂತೆ ವಿಧಾನಸೌಧದಲ್ಲಿ ನಡೆದ ಸಭೆಯ ನಂತರ ಜಲಸಂಪನ್ಮೂಲ ಸಚಿವರೂ ಆಗಿರುವ ಶಿವಕುಮಾರ್ ಅವರು ಮಾಧ್ಯಮಗಳಿಗೆ ಪ್ರತಿಕ್ರಿಯೆ ನೀಡಿದರು. "ಭೂಸ್ವಾಧೀನ, ಪುನರ್ವಸತಿ, ಪುನರ್ನಿರ್ಮಾಣ, ಭೂಪರಿಹಾರದ ಬಗ್ಗೆ ಹಿರಿಯ ಸಚಿವರು ಹಾಗೂ ಕಾನೂನು ಹಿಡಿಯಲಿರುವ ಎಂದು ಮೂಲಗಳು xyxy=(56,791,306,927)
founded-year: ಸ್ಥಾಪನೆ: 1957 xyxy=(1002,33,1153,64)
footer-bar xyxy=(0,2371,1540,2394)
tagline: ಪ್ರಗತಿಶೀಲ ಕನ್ನಡಿಗರ ಮುಖವಾಣಿ xyxy=(416,34,665,62)
right-box-body: ಶ್ರೀನಗರ, ಸೆ.3– ದಕ್ಷಿಣ ಭಾರತದಲ್ಲಿ ಮಳೆಯ ಅಬ್ಬರ ಕಡಿಮೆಯಾಗಿದ್ದರೂ ಉತ್ತರ ಭಾರತದಲ್ಲಿ ಧಾರಾಕಾರ ಮಳೆಯಾಗುತ್ತಿದೆ. ಹೀಗಾಗಿ ಸೆ.30ರವರೆಗೆ ಜಮ್ಮು-ಕತ್ರಾ ನಿಲ್ದಾಣದಿಂದ ಬರುವ 68 ಎಕ್ಸ್‌ಪ್ರೆಸ್ ರೈಲುಗಳನ್ನು ರದ್ದುಗೊಳಿಸಲಾಗಿದ್ದು, ಈಗಾಗಲೇ ರದ್ದುಗೊಂಡಿದ್ದ 24 ರೈಲುಗಳು ಮಾರ್ಗ ಬದಲಾವಣೆಗೊಳ್ಳಲಿವೆ ಎಂದು ಭಾರತೀಯ ರೈಲ್ವೆ ತಿಳಿಸಿದೆ. ಭಾರೀ ಮಳೆ ಮತ್ತು ಹಠಾತ್ ಪ್ರವಾಹದಿಂದಾಗಿ, ಪಠಾಣ್‌ಕೋಟ್–ಜಮ್ಮು ವಿಭಾಗದ ಅನೇಕ ಸ್ಥಳಗಳಲ್ಲಿ ಸಮಸ್ಯೆ ಮತ್ತು ಪರಿಸ್ಥಿತಿಯನ್ನು ಪರಿಶೀಲನೆ ಮಾಡಿದ ನಂತರ ನಿಲ್ದಾಣದಿಂದ ಜಮ್ಮು ರೈಲ್ವೆ ವಿಭಾಗದಲ್ಲಿ ಟ್ರೈನ್ ಸಂಚಾರವನ್ನು ಸ್ಥಗಿತಗೊಳಿಸಲಾಗಿದೆ. xyxy=(1195,65,1523,212)
teacher-headline: ಜ್ಞಾನವೇ ಭವಿಷ್ಯದ ದೀಪಸ್ತಂಭ: ಡಾ. ಅನಂತ ನಾಯಕ xyxy=(42,1135,475,1166)
lead-quote-text: ಬೆಂಗಳೂರು, 3– "ಕೃಷ್ಣಾ ಮೇಲ್ದಂಡೆ ಯೋಜನೆಯ ಹಂತ–3ರ ಅನುಷ್ಠಾನಕ್ಕೆ ಕೇಂದ್ರ ಜಲಶಕ್ತಿ ಸಚಿವರಲ್ಲಿ ಮನವಿ ಮಾಡಿದ್ದೇನೆ. ಅವರು ಸಹ ಈ ಬಗ್ಗೆ ಶೀಘ್ರದಲ್ಲೇ ಸಭೆ ನಿಗದಿ ಮಾಡಲಾಗುವುದು ಎಂದು ಭರವಸೆ ನೀಡಿದ್ದಾರೆ. ನಮ್ಮ ಸರ್ಕಾರ ಈ ಯೋಜನೆ ಸಾಕಾರಕ್ಕೆ ಬದ್ಧವಾಗಿದೆ. ಎರಡು– ಮೂರು ದಿನಗಳಲ್ಲಿ ಅಂತಿಮ ತೀರ್ಮಾನ ಮಾಡಲಾಗುತ್ತದೆ" ಎಂದು ಉಪಮುಖ್ಯಮಂತ್ರಿ ಡಿ.ಕೆ. ಶಿವಕುಮಾರ್ ಹೇಳಿದರು. xyxy=(68,497,541,680)
ropeway-story xyxy=(603,1670,1534,2365)
info-price: ರೂ.1 xyxy=(1488,309,1528,330)
info-city: Belagavi xyxy=(968,309,1055,330)
tet-headline-1: ಶಿಕ್ಷಕರು ಸೇವೆಯಲ್ಲಿ ಮುಂದುವರಿಯಲು xyxy=(622,989,1018,1026)
ropeway-col-b: ಗಳನ್ನು ಕೈಗೊಳ್ಳಲು ಸರ್ಕಾರ ಜಮೀನಿನ ಖರೀದಿ ಕೊರತೆ ಇರುವುದರಿಂದ, ಪ್ರಾಥಮಿಕವಾಗಿ 77.28 ಎಕರೆ ಜಮೀನು ಭೂಸ್ವಾಧೀನ ಪಡಿಸಿಕೊಳ್ಳಲು ಕ್ರಮ ಕೈಗೊಳ್ಳಲಾಗುವುದು. ಕಾಮಗಾರಿಗಳ ಕೆಲವು ಕೆಲಸ ಒಪ್ಪಿಗೆಯಾಗಿದೆ. ಪ್ರವಾಸಿ ಕಾಮಗಾರಿಗಳನ್ನು ಶೀಘ್ರ ಪೂರ್ಣಗೊಳಿಸಲಾಗುವುದು. xyxy=(918,2082,1215,2153)
tet-col-right: ಅರ್ಹರಾಗಿಲ್ಲ ಎಂದು ನ್ಯಾಯಾಲಯವು ಅರ್ಜಿಗಳನ್ನು ಆಲಿಸಿದ ನಂತರ ಸುಪ್ರೀಂ ಕೋರ್ಟ್ ಪೀಠವು ತೀರ್ಪು ನೀಡಿತು. ಮೇಲ್ಮನವಿ ಸಲ್ಲಿಸಿದವರಲ್ಲಿ ಒಬ್ಬರಾದ ಅಂಜುಮನ್ ಇಶಾತ್–ಎ–ತಲೀಮ್ ಟ್ರಸ್ಟ್ (ಮಾಲ್ತಿ ಪಡೆದ ಅಲ್ಪಸಂಖ್ಯಾತ ಶಿಕ್ಷಣ ಸಂಸ್ಥೆ) ಸಹ ಈ ಪ್ರಕರಣದಲ್ಲಿ ಮಹಾರಾಷ್ಟ್ರ ರಾಜ್ಯದ ವಿರುದ್ಧ ಸುಪ್ರೀಂ ಕೋರ್ಟ್‌ಗೆ ಅರ್ಜಿ ಸಲ್ಲಿಸಿತ್ತು. ರಾಜ್ಯ ಅಲ್ಪಸಂಖ್ಯಾತ ಸಂಸ್ಥೆಗಳಿಗೆ ಟಿಇಟಿಯನ್ನು ಕಡ್ಡಾಯಗೊಳಿಸಬಹುದೇ ಮತ್ತು ಅದು ಅವರ ಹಕ್ಕುಗಳ ಮೇಲೆ ಹೇಗೆ ಪರಿಣಾಮ ಬೀರುತ್ತದೆ ಎಂಬ ಪ್ರಶ್ನೆಯನ್ನು ಉನ್ನತ ನ್ಯಾಯಾಲಯವು ದೊಡ್ಡ ಪೀಠಕ್ಕೆ ಉಲ್ಲೇಖಿಸಿತು. ಆರ್‌ಟಿಇ ಕಾಯ್ದೆಯ ನಿಬಂಧನೆಗಳನ್ನು ಸೆಕ್ಷನ್ 2(ಎನ್) ನಲ್ಲಿ ವ್ಯಾಖ್ಯಾನಿಸಿರುವ ಎಲ್ಲಾ ಶಾಲೆಗಳು ಪಾಲಿಸಬೇಕು, ಅಲ್ಪಸಂಖ್ಯಾತರು ಸ್ಥಾಪಿಸಿದ ಮತ್ತು ನಿರ್ವಹಿಸುವ ಶಾಲೆಗಳನ್ನು ಹೊರತುಪಡಿಸಿ, ಅವು ಧಾರ್ಮಿಕ ಅಥವಾ ಭಾಷಾವಾರು ಎಂದು ಪೀಠ ಹೇಳಿತು. ಅಲ್ಪಸಂಖ್ಯಾತ ಸಂಸ್ಥೆಗಳಿಗೆ ಅನ್ವಯಿಸುವ ಕುರಿತು ಪ್ರಶ್ನೆಗಳ ಉತ್ತರಗಳನ್ನು ಒಪ್ಪಿಸುತ್ತದೆ ಎಂದು ಸುಪ್ರೀಂ ಕೋರ್ಟ್ ನ್ಯಾಯಪೀಠ ಹೇಳಿದೆ. xyxy=(936,1096,1156,1433)
